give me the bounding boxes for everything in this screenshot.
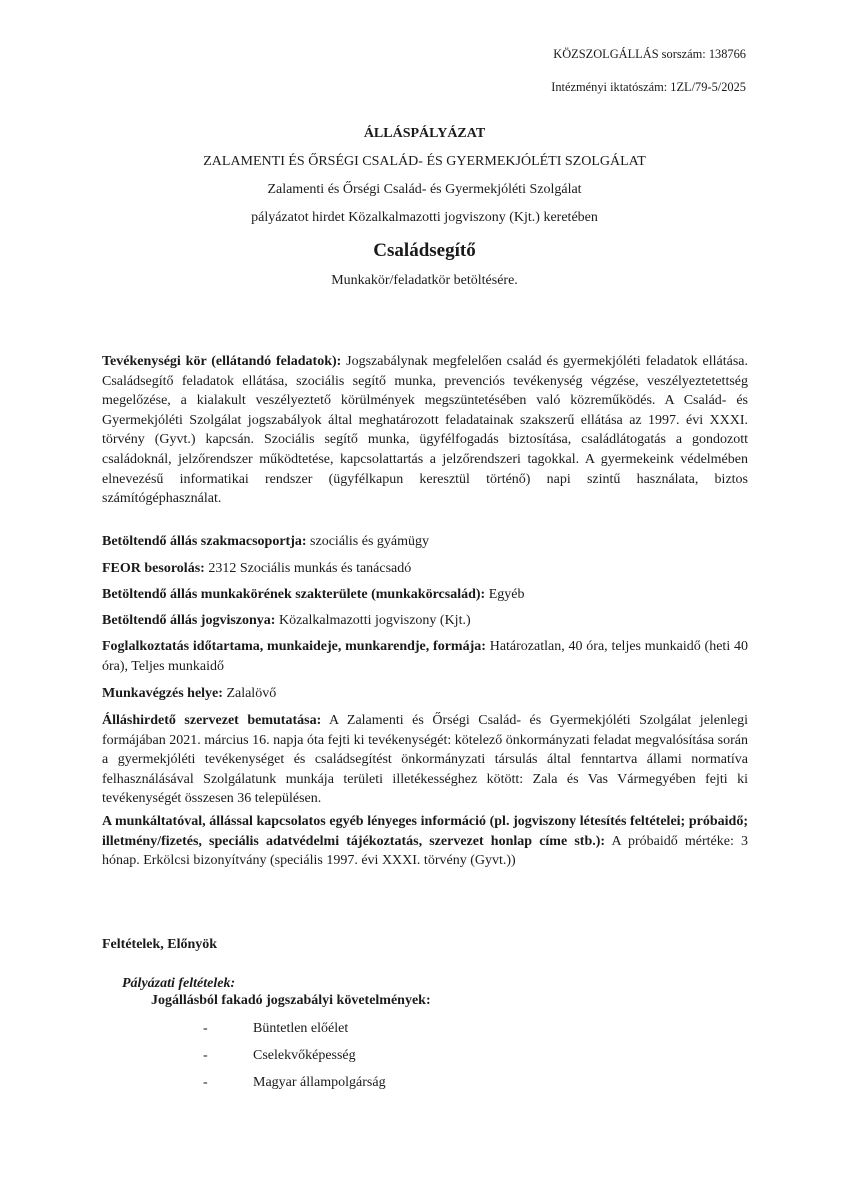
section-text: Zalalövő: [222, 686, 277, 701]
section-job-field: [102, 585, 748, 605]
list-item-text: Büntetlen előélet: [253, 1021, 349, 1036]
position-title: Családsegítő: [373, 240, 476, 261]
organization-name-upper: ZALAMENTI ÉS ŐRSÉGI CSALÁD- ÉS GYERMEKJÓLÉTI SZOLGÁLAT: [203, 154, 646, 169]
section-feor: [102, 559, 748, 579]
section-legal-relationship: [102, 611, 748, 631]
list-item: [203, 1021, 348, 1037]
section-professional-group: [102, 532, 748, 552]
section-label: Munkavégzés helye:: [102, 686, 223, 701]
section-label: A munkáltatóval, állással kapcsolatos egyéb lényeges információ (pl. jogviszony létesítés feltételei; próbaidő; illetmény/fizetés, speciális adatvédelmi tájékoztatás, szervezet honlap címe stb.):: [102, 814, 748, 849]
section-text: Jogszabálynak megfelelően család és gyermekjóléti feladatok ellátása. Családsegítő feladatok ellátása, szociális segítő munka, prevenciós tevékenység végzése, veszélyeztetettség megelőzése, a kialakult veszélyeztető körülmények megszüntetésében való közreműködés. A Család- és Gyermekjóléti Szolgálat jogszabályok által meghatározott feladatainak szakszerű ellátása az 1997. évi XXXI. törvény (Gyvt.) kapcsán. Szociális segítő munka, ügyfélfogadás biztosítása, családlátogatás a gondozott családoknál, jelzőrendszer működtetése, kapcsolattartás a jelzőrendszeri tagokkal. A gyermekeink védelmében elnevezésű informatikai rendszer (ügyfélkapun keresztül történő) napi szintű használata, biztos számítógéphasználat.: [102, 354, 748, 507]
position-subtitle: Munkakör/feladatkör betöltésére.: [331, 273, 518, 288]
bullet-dash: -: [203, 1048, 208, 1063]
section-text: 2312 Szociális munkás és tanácsadó: [204, 561, 412, 576]
document-type-title: ÁLLÁSPÁLYÁZAT: [363, 126, 486, 141]
section-label: FEOR besorolás:: [102, 561, 205, 576]
list-item: [203, 1075, 386, 1091]
section-other-info: [102, 812, 748, 871]
legal-requirements-heading: Jogállásból fakadó jogszabályi követelmények:: [151, 993, 431, 1008]
section-label: Tevékenységi kör (ellátandó feladatok):: [102, 354, 342, 369]
organization-name: Zalamenti és Őrségi Család- és Gyermekjóléti Szolgálat: [267, 182, 582, 197]
section-text: Határozatlan, 40 óra, teljes munkaidő (heti 40 óra), Teljes munkaidő: [102, 639, 748, 674]
section-employment-terms: [102, 637, 748, 676]
section-label: Betöltendő állás szakmacsoportja:: [102, 534, 307, 549]
announcement-intro: pályázatot hirdet Közalkalmazotti jogviszony (Kjt.) keretében: [251, 210, 598, 225]
section-workplace: [102, 684, 748, 704]
section-label: Álláshirdető szervezet bemutatása:: [102, 713, 322, 728]
section-label: Foglalkoztatás időtartama, munkaideje, munkarendje, formája:: [102, 639, 486, 654]
institution-file-number: Intézményi iktatószám: 1ZL/79-5/2025: [551, 80, 746, 94]
list-item: [203, 1048, 356, 1064]
section-label: Betöltendő állás munkakörének szakterülete (munkakörcsalád):: [102, 587, 486, 602]
section-text: A Zalamenti és Őrségi Család- és Gyermekjóléti Szolgálat jelenlegi formájában 2021. március 16. napja óta fejti ki tevékenységét: kötelező önkormányzati feladat megvalósítása során a gyermekjóléti tevékenységet és családsegítést önkormányzati társulás által fenntartva állami normatíva felhasználásával Szolgálatunk munkája területi illetékességhez kötött: Zala és Vas Vármegyében fejti ki tevékenységét összesen 36 településen.: [102, 713, 748, 807]
bullet-dash: -: [203, 1075, 208, 1090]
list-item-text: Cselekvőképesség: [253, 1048, 356, 1063]
section-activity: [102, 352, 748, 509]
list-item-text: Magyar állampolgárság: [253, 1075, 386, 1090]
section-organization-intro: [102, 711, 748, 809]
bullet-dash: -: [203, 1021, 208, 1036]
conditions-heading: Feltételek, Előnyök: [102, 937, 218, 952]
section-text: Közalkalmazotti jogviszony (Kjt.): [275, 613, 471, 628]
registry-number: KÖZSZOLGÁLLÁS sorszám: 138766: [553, 47, 746, 61]
section-text: szociális és gyámügy: [306, 534, 430, 549]
section-text: A próbaidő mértéke: 3 hónap. Erkölcsi bizonyítvány (speciális 1997. évi XXXI. törvény (Gyvt.)): [102, 833, 749, 869]
section-text: Egyéb: [485, 587, 525, 602]
section-label: Betöltendő állás jogviszonya:: [102, 613, 276, 628]
application-conditions-subheading: Pályázati feltételek:: [122, 976, 236, 991]
